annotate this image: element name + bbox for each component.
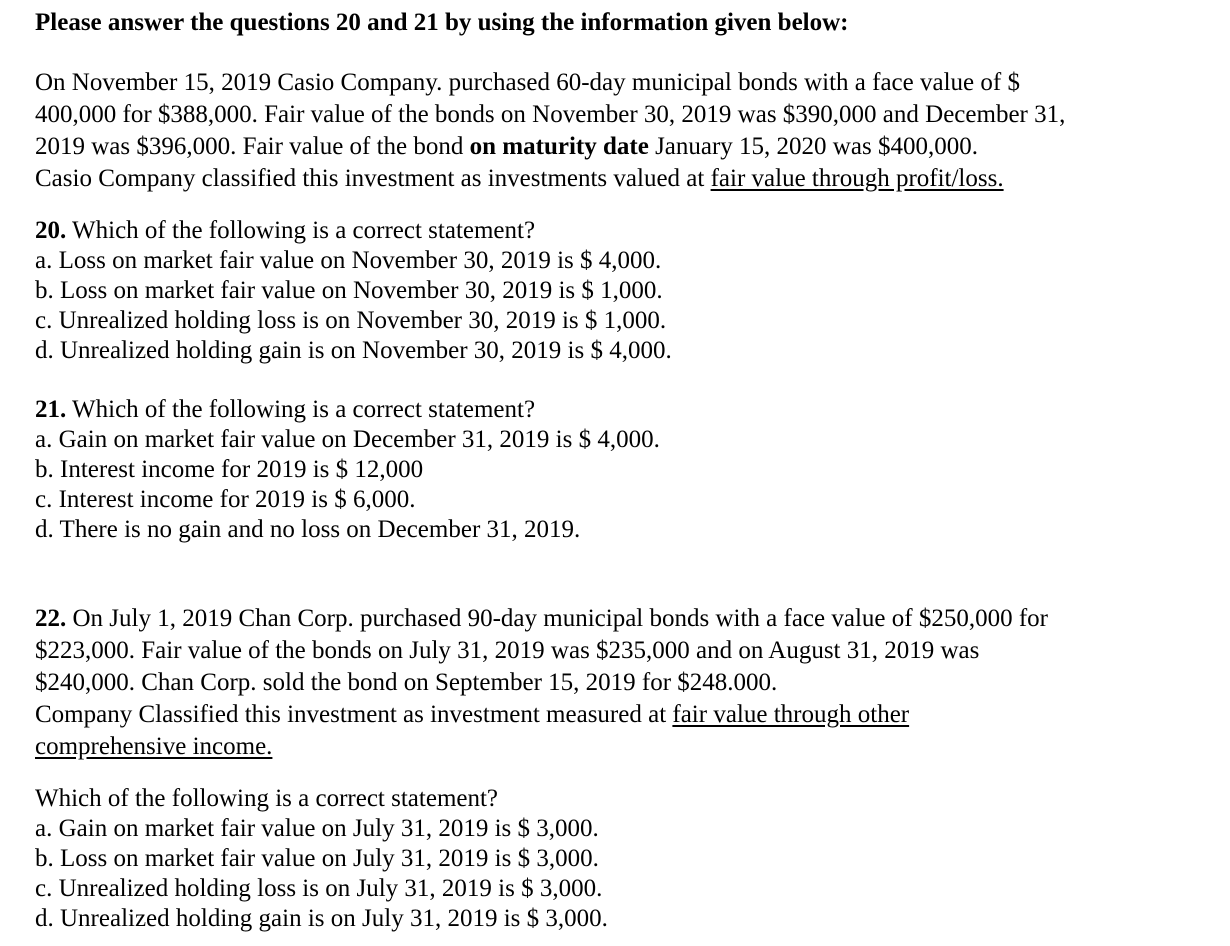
question-22-line-1 — [35, 604, 1048, 634]
question-21 — [35, 395, 660, 545]
question-22-line-5: comprehensive income. — [35, 733, 273, 760]
intro-line-4-part-a: Casio Company classified this investment as investments valued at — [35, 165, 711, 192]
question-21-number: 21. — [35, 396, 67, 423]
intro-paragraph — [35, 68, 1065, 194]
question-22-stem: Which of the following is a correct statement? — [35, 785, 499, 812]
question-22-option-b: b. Loss on market fair value on July 31, 2019 is $ 3,000. — [35, 845, 599, 872]
page-heading: Please answer the questions 20 and 21 by using the information given below: — [35, 9, 849, 36]
question-20-option-a: a. Loss on market fair value on November 30, 2019 is $ 4,000. — [35, 247, 662, 274]
question-21-option-d: d. There is no gain and no loss on December 31, 2019. — [35, 516, 581, 543]
question-22 — [35, 604, 1048, 762]
intro-line-3-part-a: 2019 was $396,000. Fair value of the bond — [35, 133, 470, 160]
classification-underlined: fair value through profit/loss. — [710, 165, 1004, 192]
intro-line-4 — [35, 164, 1065, 194]
question-22-classification-underlined: fair value through other — [672, 701, 910, 728]
question-21-option-a: a. Gain on market fair value on December 31, 2019 is $ 4,000. — [35, 426, 660, 453]
question-21-stem-text: Which of the following is a correct statement? — [66, 396, 536, 423]
question-22-line-2: $223,000. Fair value of the bonds on July 31, 2019 was $235,000 and on August 31, 2019 was — [35, 637, 980, 664]
question-21-option-b: b. Interest income for 2019 is $ 12,000 — [35, 456, 424, 483]
question-22-option-d: d. Unrealized holding gain is on July 31, 2019 is $ 3,000. — [35, 905, 608, 932]
intro-line-2: 400,000 for $388,000. Fair value of the bonds on November 30, 2019 was $390,000 and December 31, — [35, 101, 1066, 128]
intro-line-1: On November 15, 2019 Casio Company. purchased 60-day municipal bonds with a face value of $ — [35, 69, 1020, 96]
intro-line-3 — [35, 132, 1065, 162]
question-20-option-c: c. Unrealized holding loss is on November 30, 2019 is $ 1,000. — [35, 307, 667, 334]
maturity-date-emphasis: on maturity date — [469, 133, 649, 160]
question-22-choices — [35, 784, 608, 934]
question-20-number: 20. — [35, 217, 67, 244]
intro-line-3-part-c: January 15, 2020 was $400,000. — [648, 133, 978, 160]
question-20-option-b: b. Loss on market fair value on November 30, 2019 is $ 1,000. — [35, 277, 663, 304]
question-20-stem — [35, 216, 672, 246]
question-20-option-d: d. Unrealized holding gain is on November 30, 2019 is $ 4,000. — [35, 337, 672, 364]
question-22-option-a: a. Gain on market fair value on July 31, 2019 is $ 3,000. — [35, 815, 599, 842]
question-22-line-4-part-a: Company Classified this investment as investment measured at — [35, 701, 673, 728]
question-20-stem-text: Which of the following is a correct statement? — [66, 217, 536, 244]
question-22-number: 22. — [35, 605, 67, 632]
question-20 — [35, 216, 672, 366]
question-22-option-c: c. Unrealized holding loss is on July 31, 2019 is $ 3,000. — [35, 875, 603, 902]
question-21-stem — [35, 395, 660, 425]
question-22-line-4 — [35, 700, 1048, 730]
question-22-line-1-text: On July 1, 2019 Chan Corp. purchased 90-day municipal bonds with a face value of $250,000 for — [66, 605, 1048, 632]
question-21-option-c: c. Interest income for 2019 is $ 6,000. — [35, 486, 416, 513]
question-22-line-3: $240,000. Chan Corp. sold the bond on September 15, 2019 for $248.000. — [35, 669, 778, 696]
